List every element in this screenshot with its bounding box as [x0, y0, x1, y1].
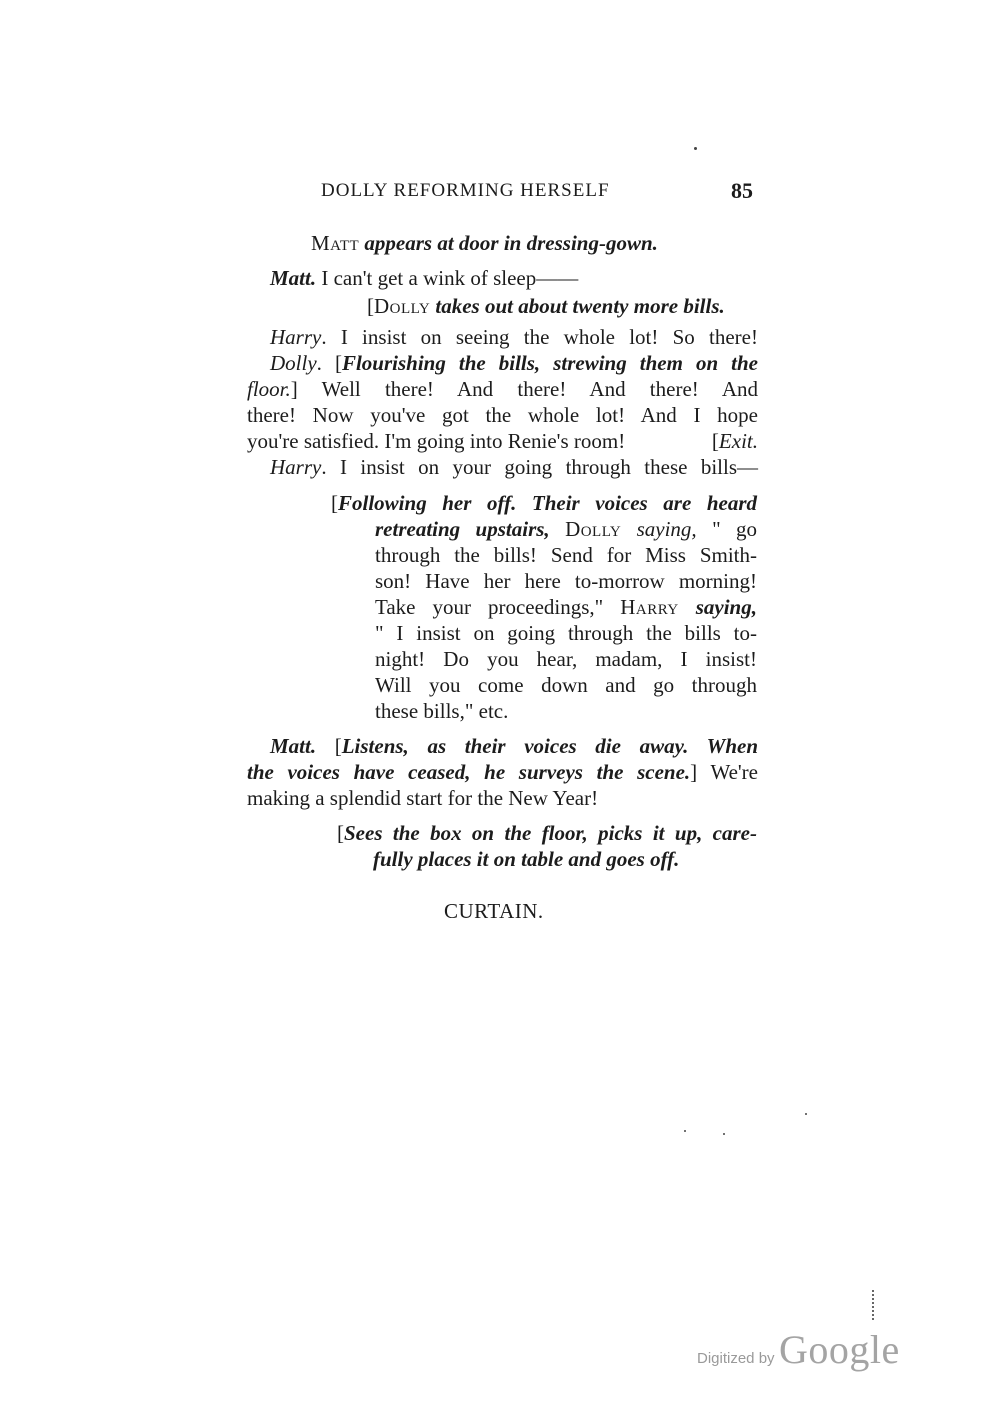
dialogue-line: Harry. I insist on your going through these bills— — [270, 455, 758, 479]
dialogue-line: Dolly. [Flourishing the bills, strewing them on the — [270, 351, 758, 375]
speaker-name: Harry — [270, 325, 322, 349]
dialogue-line: the voices have ceased, he surveys the scene.] We're — [247, 760, 758, 784]
running-title: DOLLY REFORMING HERSELF — [321, 180, 610, 201]
direction-line: Will you come down and go through — [375, 673, 757, 697]
direction-line: [Following her off. Their voices are heard — [331, 491, 757, 515]
watermark-prefix: Digitized by — [697, 1350, 775, 1367]
google-logo: Google — [779, 1327, 900, 1372]
direction-line: " I insist on going through the bills to- — [375, 621, 757, 645]
scan-margin-mark — [872, 1290, 876, 1320]
direction-line: through the bills! Send for Miss Smith- — [375, 543, 757, 567]
dialogue-block — [247, 324, 758, 480]
direction-line: son! Have her here to-morrow morning! — [375, 569, 757, 593]
scan-speck — [684, 1130, 686, 1132]
dialogue-line: Matt. [Listens, as their voices die away. When — [270, 734, 758, 758]
character-name: Dolly — [374, 294, 431, 318]
stage-direction: Matt appears at door in dressing-gown. — [311, 231, 658, 255]
stage-direction-block — [337, 820, 757, 872]
dialogue-line: there! Now you've got the whole lot! And I hope — [247, 403, 758, 427]
stage-direction: [Dolly takes out about twenty more bills. — [367, 294, 725, 318]
dialogue-block — [247, 733, 758, 811]
speaker-name: Matt. — [270, 266, 317, 290]
character-name: Dolly — [565, 517, 622, 541]
dialogue-line: Harry. I insist on seeing the whole lot! So there! — [270, 325, 758, 349]
direction-line: fully places it on table and goes off. — [373, 847, 680, 871]
speaker-name: Dolly — [270, 351, 317, 375]
digitized-watermark — [697, 1326, 900, 1373]
exit-direction: [Exit. — [711, 429, 758, 453]
character-name: Matt — [311, 231, 360, 255]
direction-line: these bills," etc. — [375, 699, 509, 723]
scan-speck — [694, 147, 697, 150]
direction-line: [Sees the box on the floor, picks it up, care- — [337, 821, 757, 845]
direction-line: night! Do you hear, madam, I insist! — [375, 647, 757, 671]
scan-speck — [805, 1113, 807, 1115]
direction-line: retreating upstairs, Dolly saying, " go — [375, 517, 758, 541]
dialogue-line: floor.] Well there! And there! And there! And — [247, 377, 758, 401]
stage-direction-block — [331, 490, 758, 724]
page-number: 85 — [731, 178, 753, 203]
dialogue-line: you're satisfied. I'm going into Renie's room! [Exit. — [247, 429, 758, 453]
direction-line: Take your proceedings," Harry saying, — [375, 595, 757, 619]
dialogue-line: making a splendid start for the New Year! — [247, 786, 599, 810]
character-name: Harry — [620, 595, 679, 619]
dialogue-line: Matt. I can't get a wink of sleep—— — [270, 266, 579, 290]
scan-speck — [723, 1133, 725, 1135]
speaker-name: Harry — [270, 455, 322, 479]
curtain-heading: CURTAIN. — [444, 899, 544, 923]
speaker-name: Matt. — [270, 734, 317, 758]
